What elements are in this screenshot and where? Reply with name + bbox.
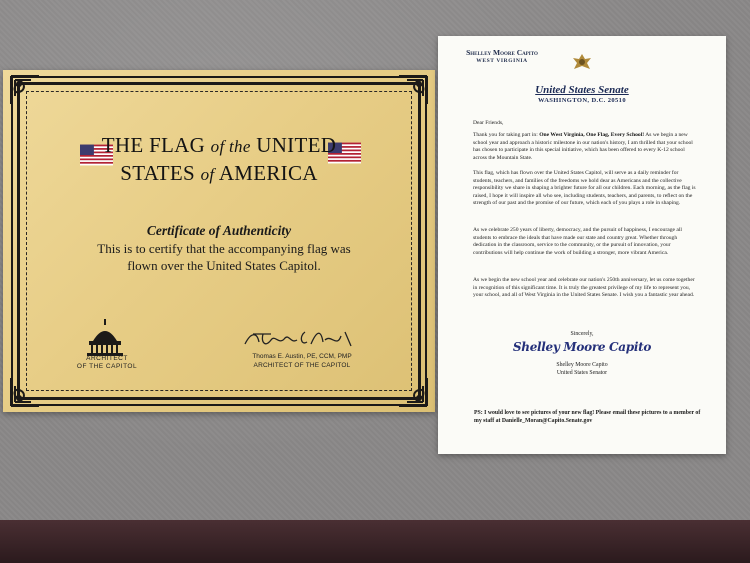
corner-ornament-icon bbox=[9, 368, 49, 408]
title-text: STATES bbox=[120, 161, 201, 185]
sender-name: Shelley Moore Capito bbox=[556, 362, 608, 368]
signer-title: ARCHITECT OF THE CAPITOL bbox=[253, 362, 351, 369]
senate-city: WASHINGTON, D.C. 20510 bbox=[538, 97, 626, 104]
title-text: UNITED bbox=[250, 133, 337, 157]
sender-title: United States Senator bbox=[556, 370, 608, 376]
capitol-dome-icon bbox=[75, 317, 135, 357]
corner-ornament-icon bbox=[389, 368, 429, 408]
title-text: of the bbox=[210, 137, 251, 156]
logo-text: ARCHITECT bbox=[86, 355, 128, 362]
handwritten-signature: Shelley Moore Capito bbox=[512, 340, 652, 354]
table-edge bbox=[0, 520, 750, 563]
corner-ornament-icon bbox=[9, 74, 49, 114]
architect-logo-text bbox=[69, 355, 145, 370]
paragraph-text: As we begin a new school year and approach a historic milestone in our nation's history, I am thrilled that your school has chosen to participate in this special initiative, which has been offered to every K-12 school across the Mountain State. bbox=[473, 132, 693, 161]
closing: Sincerely, bbox=[570, 331, 594, 337]
certificate-body: This is to certify that the accompanying flag was flown over the United States Capitol. bbox=[97, 241, 351, 273]
senate-title: United States Senate bbox=[535, 84, 629, 96]
certificate bbox=[3, 70, 435, 412]
certificate-title bbox=[3, 132, 435, 188]
signature-icon bbox=[241, 326, 361, 352]
postscript: PS: I would love to see pictures of your new flag! Please email these pictures to a member of my staff at Danielle_Moran@Capito.Senate.gov bbox=[474, 410, 701, 424]
salutation: Dear Friends, bbox=[473, 120, 504, 126]
paragraph-3: As we celebrate 250 years of liberty, democracy, and the pursuit of happiness, I encourage all students to embrace the ideals that have made our state and country great. Whether through dedication in the classroom, service to the community, or the pursuit of innovation, your contributions will help continue the work of building a stronger, more vibrant America. bbox=[473, 227, 682, 256]
letterhead-name: Shelley Moore Capito bbox=[466, 48, 538, 57]
letterhead-state: WEST VIRGINIA bbox=[476, 58, 528, 64]
senate-eagle-seal-icon bbox=[569, 50, 595, 76]
corner-ornament-icon bbox=[389, 74, 429, 114]
title-text: of bbox=[200, 165, 215, 184]
signer-name: Thomas E. Austin, PE, CCM, PMP bbox=[252, 353, 352, 360]
paragraph-text: Thank you for taking part in: bbox=[473, 132, 540, 138]
title-text: AMERICA bbox=[214, 161, 318, 185]
logo-text: OF THE CAPITOL bbox=[76, 362, 138, 370]
program-name: One West Virginia, One Flag, Every School! bbox=[539, 132, 645, 138]
senate-letter bbox=[438, 36, 726, 454]
title-text: THE FLAG bbox=[101, 133, 211, 157]
paragraph-2: This flag, which has flown over the United States Capitol, will serve as a daily reminder for students, teachers, and families of the freedoms we hold dear as Americans and the collective responsibility we share in shaping a brighter future for all our children. Each morning, as the flag is raised, I hope it will inspire all who see, including students, teachers, and parents, to reflect on the strength of our past and the promise of our future, which each of you plays a role in shaping. bbox=[473, 170, 696, 206]
paragraph-1 bbox=[473, 132, 699, 162]
paragraph-4: As we begin the new school year and celebrate our nation's 250th anniversary, let us come together in recognition of this significant time. It is truly the greatest privilege of my life to represent you, your school, and all of West Virginia in the United States Senate. I wish you a fantastic year ahead. bbox=[473, 277, 695, 298]
certificate-subtitle: Certificate of Authenticity bbox=[146, 223, 292, 238]
